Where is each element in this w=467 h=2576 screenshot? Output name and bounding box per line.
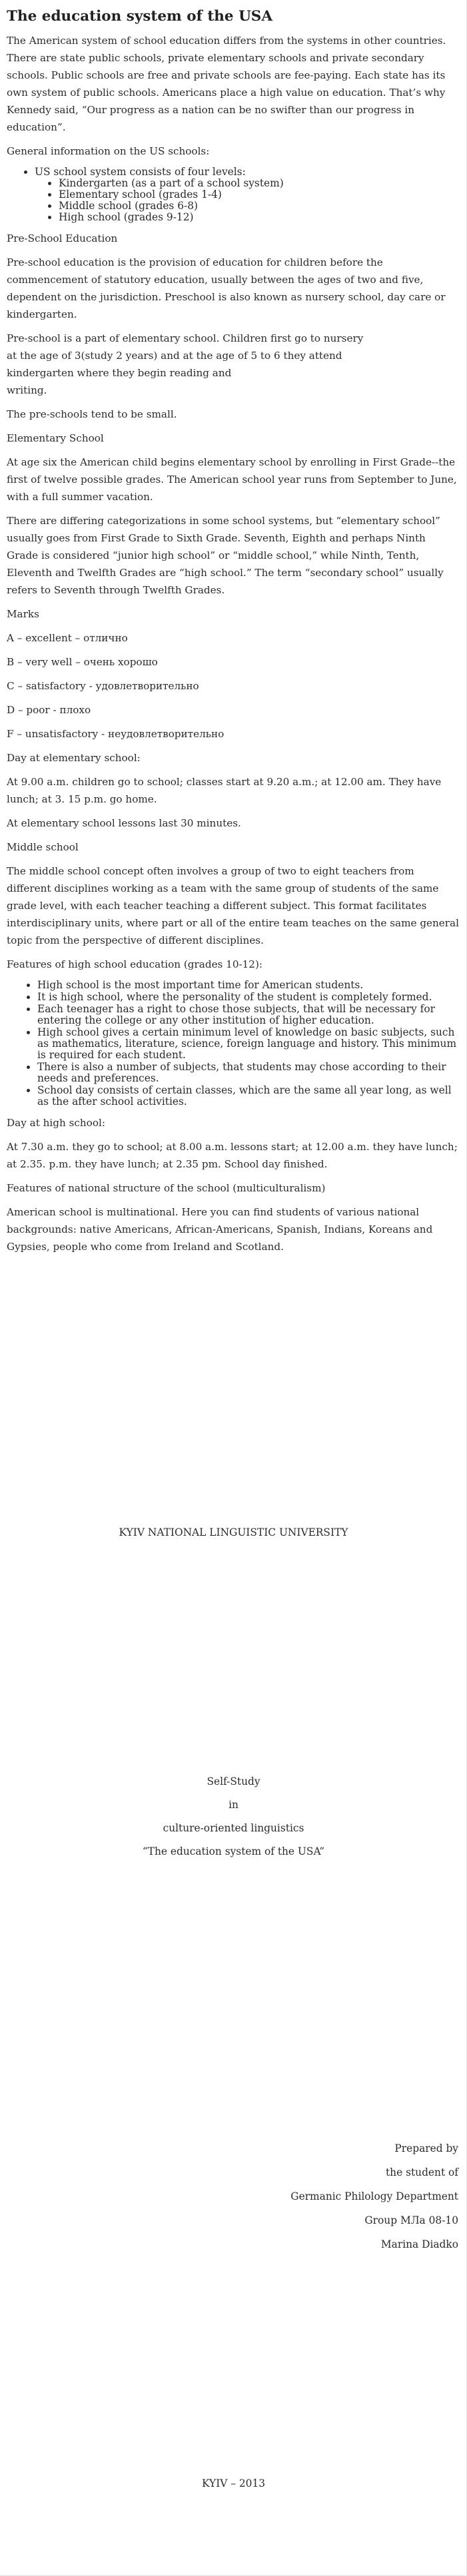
high-school-features-list: [7, 980, 460, 1108]
list-item: • High school is the most important time for American students.: [37, 980, 460, 991]
mark-d: D – poor - плохо: [7, 704, 91, 716]
author-name: Marina Diadko: [380, 2238, 458, 2250]
day-elementary-heading: Day at elementary school:: [7, 752, 141, 764]
group: Group МЛа 08-10: [364, 2214, 458, 2226]
city-year: KYIV – 2013: [201, 2477, 266, 2489]
preschool-paragraph-1: Pre-school education is the provision of education for children before the commencement of statutory education, usually between the ages of two and five, dependent on the jurisdiction. Preschool is also known as nursery school, day care or kindergarten.: [7, 256, 446, 320]
preschool-paragraph-2: [7, 330, 460, 399]
list-item: • Elementary school (grades 1-4): [59, 189, 460, 200]
text-line: kindergarten where they begin reading and: [7, 367, 232, 379]
elementary-paragraph-1: At age six the American child begins elementary school by enrolling in First Grade--the first of twelve possible grades. The American school year runs from September to June, with a full summer vacation.: [7, 456, 457, 503]
elementary-paragraph-2: There are differing categorizations in some school systems, but “elementary school” usually goes from First Grade to Sixth Grade. Seventh, Eighth and perhaps Ninth Grade is considered “junior high school” or “middle school,” while Ninth, Tenth, Eleventh and Twelfth Grades are “high school.” The term “secondary school” usually refers to Seventh through Twelfth Grades.: [7, 515, 444, 596]
list-item: [35, 166, 460, 223]
list-item: • There is also a number of subjects, that students may chose according to their needs and preferences.: [37, 1062, 460, 1084]
list-item: • Middle school (grades 6-8): [59, 200, 460, 212]
list-item: • School day consists of certain classes, which are the same all year long, as well as the after school activities.: [37, 1085, 460, 1108]
day-high-heading: Day at high school:: [7, 1117, 105, 1129]
levels-sublist: [35, 178, 460, 223]
list-item: • It is high school, where the personality of the student is completely formed.: [37, 992, 460, 1003]
school-system-list: [7, 166, 460, 223]
mark-c: C – satisfactory - удовлетворительно: [7, 680, 199, 692]
lessons-paragraph: At elementary school lessons last 30 minutes.: [7, 817, 241, 829]
document-title: The education system of the USA: [7, 8, 273, 25]
work-in: in: [229, 1799, 238, 1811]
university-name: KYIV NATIONAL LINGUISTIC UNIVERSITY: [119, 1526, 348, 1538]
preschool-heading: Pre-School Education: [7, 232, 118, 244]
high-school-heading: Features of high school education (grades 10-12):: [7, 958, 263, 970]
system-levels-label: US school system consists of four levels:: [35, 166, 246, 178]
mark-b: B – very well – очень хорошо: [7, 656, 158, 668]
middle-paragraph: The middle school concept often involves a group of two to eight teachers from different disciplines working as a team with the same group of students of the same grade level, with each teacher teaching a different subject. This format facilitates interdisciplinary units, where part or all of the entire team teaches on the same general topic from the perspective of different disciplines.: [7, 865, 459, 946]
author-block: [290, 2136, 458, 2256]
mark-a: A – excellent – отлично: [7, 632, 128, 644]
day-elementary-paragraph: At 9.00 a.m. children go to school; classes start at 9.20 a.m.; at 12.00 am. They have lunch; at 3. 15 p.m. go home.: [7, 776, 442, 805]
student-of: the student of: [385, 2166, 458, 2178]
list-item: • High school (grades 9-12): [59, 212, 460, 223]
list-item: • High school gives a certain minimum level of knowledge on basic subjects, such as mathematics, literature, science, foreign language and history. This minimum is required for each student.: [37, 1027, 460, 1061]
text-line: Pre-school is a part of elementary school. Children first go to nursery: [7, 332, 364, 344]
work-subject: culture-oriented linguistics: [163, 1822, 304, 1834]
work-type: Self-Study: [207, 1775, 260, 1787]
day-high-paragraph: At 7.30 a.m. they go to school; at 8.00 a.m. lessons start; at 12.00 a.m. they have lunch; at 2.35. p.m. they have lunch; at 2.35 pm. School day finished.: [7, 1141, 458, 1170]
general-info-heading: General information on the US schools:: [7, 145, 210, 157]
text-line: at the age of 3(study 2 years) and at the age of 5 to 6 they attend: [7, 350, 342, 362]
middle-heading: Middle school: [7, 841, 79, 853]
preschool-paragraph-3: The pre-schools tend to be small.: [7, 408, 177, 420]
prepared-by: Prepared by: [394, 2142, 458, 2154]
marks-heading: Marks: [7, 608, 39, 620]
mark-f: F – unsatisfactory - неудовлетворительно: [7, 728, 225, 740]
list-item: • Each teenager has a right to chose those subjects, that will be necessary for entering the college or any other institution of higher education.: [37, 1004, 460, 1026]
national-heading: Features of national structure of the school (multiculturalism): [7, 1182, 326, 1194]
list-item: • Kindergarten (as a part of a school system): [59, 178, 460, 189]
elementary-heading: Elementary School: [7, 432, 104, 444]
department: Germanic Philology Department: [290, 2190, 458, 2202]
text-line: writing.: [7, 384, 47, 396]
work-topic: “The education system of the USA”: [142, 1845, 325, 1857]
national-paragraph: American school is multinational. Here you can find students of various national backgrounds: native Americans, African-Americans, Spanish, Indians, Koreans and Gypsies, people who come from Ireland and Scotland.: [7, 1206, 433, 1253]
intro-paragraph: The American system of school education differs from the systems in other countries. There are state public schools, private elementary schools and private secondary schools. Public schools are free and private schools are fee-paying. Each state has its own system of public schools. Americans place a high value on education. That’s why Kennedy said, “Our progress as a nation can be no swifter than our progress in education”.: [7, 35, 446, 133]
